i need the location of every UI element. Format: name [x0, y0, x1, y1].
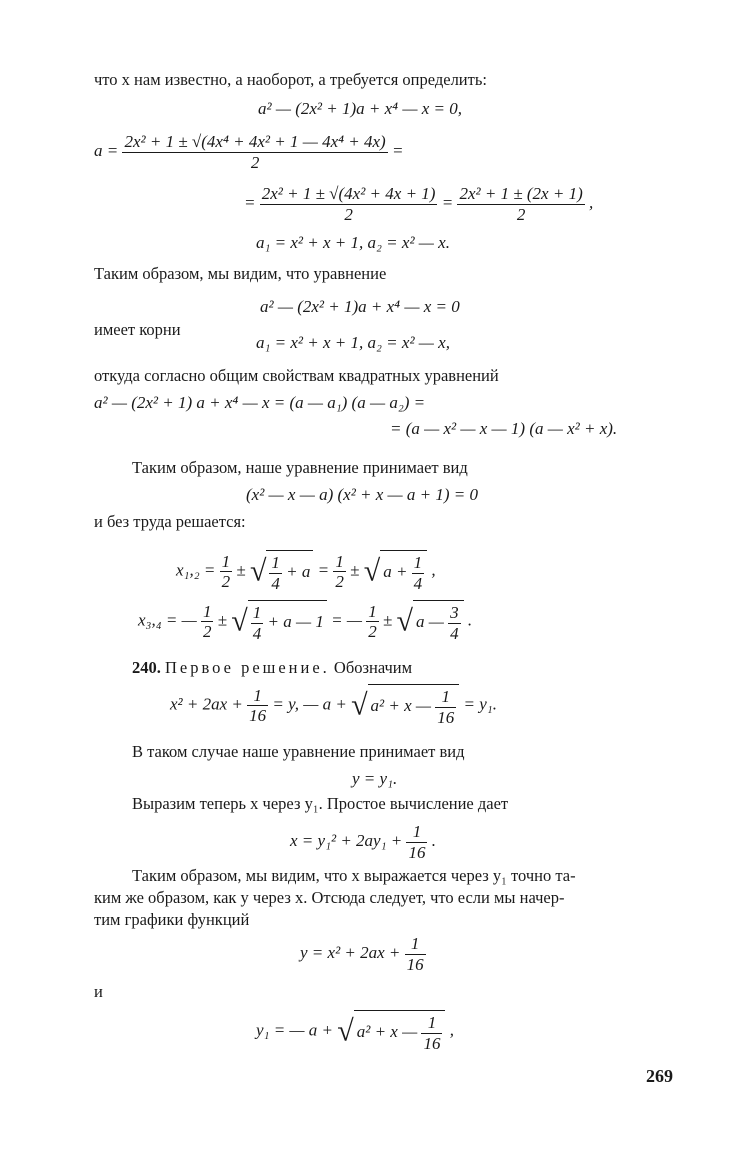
fraction — [366, 602, 379, 642]
equation: a² — (2x² + 1)a + x⁴ — x = 0 — [260, 297, 460, 316]
equation-part: = — — [331, 610, 367, 630]
equation-part: = — [317, 560, 334, 580]
equation-part: + a — 1 — [263, 611, 324, 631]
equation-part: ± — [217, 610, 232, 630]
equation-part: x² + 2ax + — [170, 694, 248, 714]
fraction — [412, 553, 425, 593]
fraction-denominator: 16 — [408, 842, 426, 862]
section-title: Первое решение. — [165, 658, 330, 677]
page-number: 269 — [646, 1066, 673, 1086]
equation-part: y₁ = — a + — [256, 1020, 338, 1040]
fraction-numerator: 1 — [335, 551, 344, 571]
fraction-denominator: 16 — [406, 954, 424, 974]
equation-part: = y₁. — [463, 694, 497, 714]
fraction-denominator: 4 — [413, 573, 423, 593]
text-line: Обозначим — [329, 658, 413, 677]
equation-part: = — [244, 192, 256, 212]
fraction-numerator: 1 — [247, 686, 268, 707]
fraction-denominator: 2 — [335, 572, 344, 592]
fraction — [220, 552, 233, 592]
fraction — [421, 1013, 442, 1053]
radical: √ a² + x — $\frac{1}{16}$ — [337, 1010, 445, 1053]
text-line: и — [94, 982, 103, 1001]
fraction-numerator: 2x² + 1 ± √(4x² + 4x + 1) — [261, 184, 436, 203]
equation-part: ± — [382, 610, 397, 630]
fraction-numerator: 3 — [450, 603, 459, 622]
section-heading — [132, 660, 412, 677]
radical: √ $\frac{1}{4}$ + a — 1 — [231, 600, 327, 643]
equation-part: x = y₁² + 2ay₁ + — [290, 830, 407, 850]
fraction-numerator: 2x² + 1 ± √(4x⁴ + 4x² + 1 — 4x⁴ + 4x) — [124, 132, 386, 151]
radical: √ a — $\frac{3}{4}$ — [397, 600, 464, 643]
fraction-numerator: 1 — [421, 1013, 442, 1034]
fraction-denominator: 4 — [271, 573, 280, 593]
equation-part: . — [431, 830, 436, 850]
fraction-numerator: 1 — [405, 934, 426, 955]
fraction-numerator: 1 — [221, 551, 231, 571]
section-number: 240. — [132, 658, 161, 677]
equation: a² — (2x² + 1) a + x⁴ — x = (a — a₁) (a — a₂) = — [94, 393, 426, 412]
fraction-denominator: 2 — [250, 152, 260, 172]
equation-part: x₃,₄ = — — [138, 610, 201, 630]
equation — [290, 822, 436, 862]
radical: √ a + $\frac{1}{4}$ — [364, 550, 427, 593]
equation-part: = — [441, 192, 454, 212]
equation-part: . — [467, 610, 473, 630]
fraction-denominator: 2 — [344, 204, 353, 224]
fraction-denominator: 16 — [423, 1033, 441, 1053]
text-line: и без труда решается: — [94, 512, 246, 531]
text-line: тим графики функций — [94, 910, 250, 929]
fraction — [247, 686, 268, 726]
text-line: Таким образом, наше уравнение принимает вид — [132, 458, 468, 477]
equation-part: = — [391, 140, 404, 160]
equation-part: ± — [236, 560, 250, 580]
fraction — [201, 602, 214, 642]
equation-part: a² + x — — [370, 695, 436, 715]
equation: a² — (2x² + 1)a + x⁴ — x = 0, — [258, 99, 462, 118]
fraction-denominator: 16 — [437, 707, 455, 727]
equation-part: , — [431, 560, 436, 580]
equation — [244, 184, 593, 224]
equation-part: = y, — a + — [272, 694, 352, 714]
equation-part: y = x² + 2ax + — [300, 942, 405, 962]
text-line: Выразим теперь x через y₁. Простое вычисление дает — [132, 794, 509, 813]
equation — [300, 934, 426, 974]
text-line: ким же образом, как y через x. Отсюда следует, что если мы начер- — [94, 888, 565, 907]
equation: a₁ = x² + x + 1, a₂ = x² — x, — [256, 333, 450, 352]
fraction-denominator: 2 — [516, 204, 526, 224]
fraction — [405, 934, 426, 974]
equation — [94, 132, 403, 172]
radical: √ a² + x — $\frac{1}{16}$ — [351, 684, 459, 727]
fraction-denominator: 2 — [202, 622, 212, 642]
fraction-numerator: 2x² + 1 ± (2x + 1) — [459, 184, 583, 203]
fraction-numerator: 1 — [435, 687, 456, 708]
fraction-denominator: 16 — [249, 706, 267, 726]
fraction — [333, 552, 346, 592]
equation-part: a — — [416, 611, 449, 631]
text-line: Таким образом, мы видим, что уравнение — [94, 264, 387, 283]
fraction-denominator: 4 — [252, 623, 262, 643]
equation: (x² — x — a) (x² + x — a + 1) = 0 — [246, 485, 479, 504]
fraction — [122, 132, 387, 172]
fraction — [435, 687, 456, 727]
fraction-numerator: 1 — [413, 553, 423, 572]
equation-part: + a — [281, 561, 311, 581]
equation-part: , — [589, 192, 594, 212]
equation: = (a — x² — x — 1) (a — x² + x). — [390, 419, 618, 438]
equation: y = y₁. — [352, 769, 398, 788]
fraction — [448, 603, 461, 643]
fraction — [260, 184, 438, 224]
equation-part: ± — [350, 560, 364, 580]
equation-part: , — [449, 1020, 454, 1040]
text-line: В таком случае наше уравнение принимает вид — [132, 742, 465, 761]
equation-part: a + — [383, 561, 412, 581]
fraction-numerator: 1 — [406, 822, 427, 843]
text-line: имеет корни — [94, 320, 181, 339]
fraction — [406, 822, 427, 862]
equation-part: x₁,₂ = — [176, 560, 220, 580]
fraction — [251, 603, 264, 643]
equation — [138, 600, 472, 643]
fraction-denominator: 4 — [450, 623, 459, 643]
fraction-numerator: 1 — [368, 601, 377, 621]
radical: √ $\frac{1}{4}$ + a — [250, 550, 313, 593]
equation-part: a² + x — — [356, 1021, 422, 1041]
equation-part: a = — [94, 140, 119, 160]
fraction — [269, 553, 282, 593]
equation — [176, 550, 436, 593]
text-line: что x нам известно, а наоборот, a требуется определить: — [94, 70, 487, 89]
equation — [170, 684, 497, 727]
fraction-denominator: 2 — [221, 572, 231, 592]
text-line: Таким образом, мы видим, что x выражается через y₁ точно та- — [132, 866, 576, 885]
fraction-numerator: 1 — [202, 601, 212, 621]
fraction-denominator: 2 — [368, 622, 377, 642]
fraction-numerator: 1 — [271, 553, 280, 572]
equation — [256, 1010, 454, 1053]
equation: a₁ = x² + x + 1, a₂ = x² — x. — [256, 233, 450, 252]
fraction — [457, 184, 584, 224]
fraction-numerator: 1 — [252, 603, 262, 622]
text-line: откуда согласно общим свойствам квадратных уравнений — [94, 366, 499, 385]
